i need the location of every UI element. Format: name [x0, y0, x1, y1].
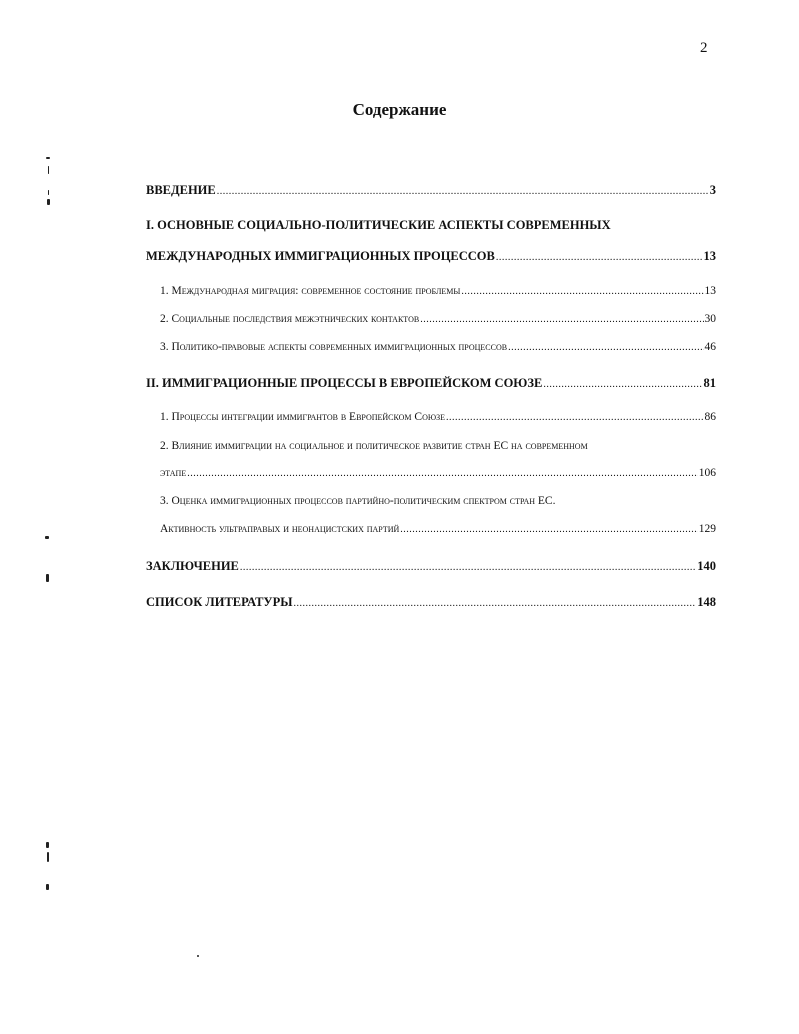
toc-entry-label: 2. Влияние иммиграции на социальное и политическое развитие стран ЕС на современном	[160, 440, 588, 452]
toc-leader-dots	[496, 252, 703, 263]
toc-page-number: 140	[697, 559, 716, 573]
toc-leader-dots	[461, 286, 703, 297]
toc-entry-label: 1. Процессы интеграции иммигрантов в Европейском Союзе	[160, 411, 445, 423]
toc-entry-label: 1. Международная миграция: современное состояние проблемы	[160, 285, 461, 297]
toc-page-number: 3	[709, 183, 716, 197]
toc-entry-chapter2[interactable]	[146, 376, 716, 396]
toc-leader-dots	[294, 598, 697, 609]
toc-entry-section-1-3[interactable]	[160, 341, 716, 361]
toc-page-number: 13	[704, 285, 716, 297]
toc-entry-section-1-2[interactable]	[160, 313, 716, 333]
scan-artifact	[46, 574, 49, 582]
toc-leader-dots	[240, 562, 696, 573]
toc-entry-section-1-1[interactable]	[160, 285, 716, 305]
toc-leader-dots	[543, 379, 702, 390]
toc-entry-conclusion[interactable]	[146, 559, 716, 579]
toc-entry-section-2-3-line1	[160, 495, 716, 515]
scan-artifact	[47, 199, 50, 205]
toc-entry-label: Активность ультраправых и неонацистских партий	[160, 523, 400, 535]
scan-artifact	[48, 190, 49, 195]
toc-entry-label: МЕЖДУНАРОДНЫХ ИММИГРАЦИОННЫХ ПРОЦЕССОВ	[146, 249, 495, 263]
toc-leader-dots	[420, 314, 703, 325]
scan-artifact	[45, 536, 49, 539]
toc-entry-label: СПИСОК ЛИТЕРАТУРЫ	[146, 595, 293, 609]
toc-entry-label: ЗАКЛЮЧЕНИЕ	[146, 559, 239, 573]
toc-entry-section-2-2[interactable]	[160, 467, 716, 487]
toc-page-number: 46	[704, 341, 716, 353]
toc-chapter1-heading	[146, 218, 716, 238]
toc-entry-label: 2. Социальные последствия межэтнических контактов	[160, 313, 420, 325]
page-title: Содержание	[352, 100, 447, 119]
toc-page-number: 106	[698, 467, 716, 479]
toc-page-number: 148	[697, 595, 716, 609]
toc-entry-chapter1[interactable]	[146, 249, 716, 269]
toc-entry-section-2-1[interactable]	[160, 411, 716, 431]
toc-entry-intro[interactable]	[146, 183, 716, 203]
toc-leader-dots	[446, 412, 704, 423]
toc-entry-section-2-2-line1	[160, 440, 716, 460]
toc-entry-bibliography[interactable]	[146, 595, 716, 615]
toc-leader-dots	[508, 342, 703, 353]
toc-entry-label: этапе	[160, 467, 187, 479]
toc-entry-label: 3. Оценка иммиграционных процессов партийно-политическим спектром стран ЕС.	[160, 495, 556, 507]
toc-entry-label: II. ИММИГРАЦИОННЫЕ ПРОЦЕССЫ В ЕВРОПЕЙСКОМ СОЮЗЕ	[146, 376, 543, 390]
scan-artifact	[46, 884, 49, 890]
toc-leader-dots	[187, 468, 698, 479]
toc-entry-label: I. ОСНОВНЫЕ СОЦИАЛЬНО-ПОЛИТИЧЕСКИЕ АСПЕКТЫ СОВРЕМЕННЫХ	[146, 218, 611, 232]
toc-leader-dots	[217, 186, 709, 197]
scan-artifact	[46, 157, 50, 159]
toc-entry-label: ВВЕДЕНИЕ	[146, 183, 216, 197]
toc-entry-label: 3. Политико-правовые аспекты современных иммиграционных процессов	[160, 341, 508, 353]
scan-artifact	[46, 842, 49, 848]
toc-entry-section-2-3[interactable]	[160, 523, 716, 543]
scan-artifact	[48, 166, 49, 174]
scan-artifact	[47, 852, 49, 862]
toc-page-number: 81	[703, 376, 716, 390]
toc-page-number: 129	[698, 523, 716, 535]
page-number: 2	[700, 40, 708, 56]
scan-artifact	[197, 955, 199, 957]
toc-page-number: 13	[703, 249, 716, 263]
toc-page-number: 30	[704, 313, 716, 325]
toc-page-number: 86	[704, 411, 716, 423]
toc-leader-dots	[400, 524, 697, 535]
